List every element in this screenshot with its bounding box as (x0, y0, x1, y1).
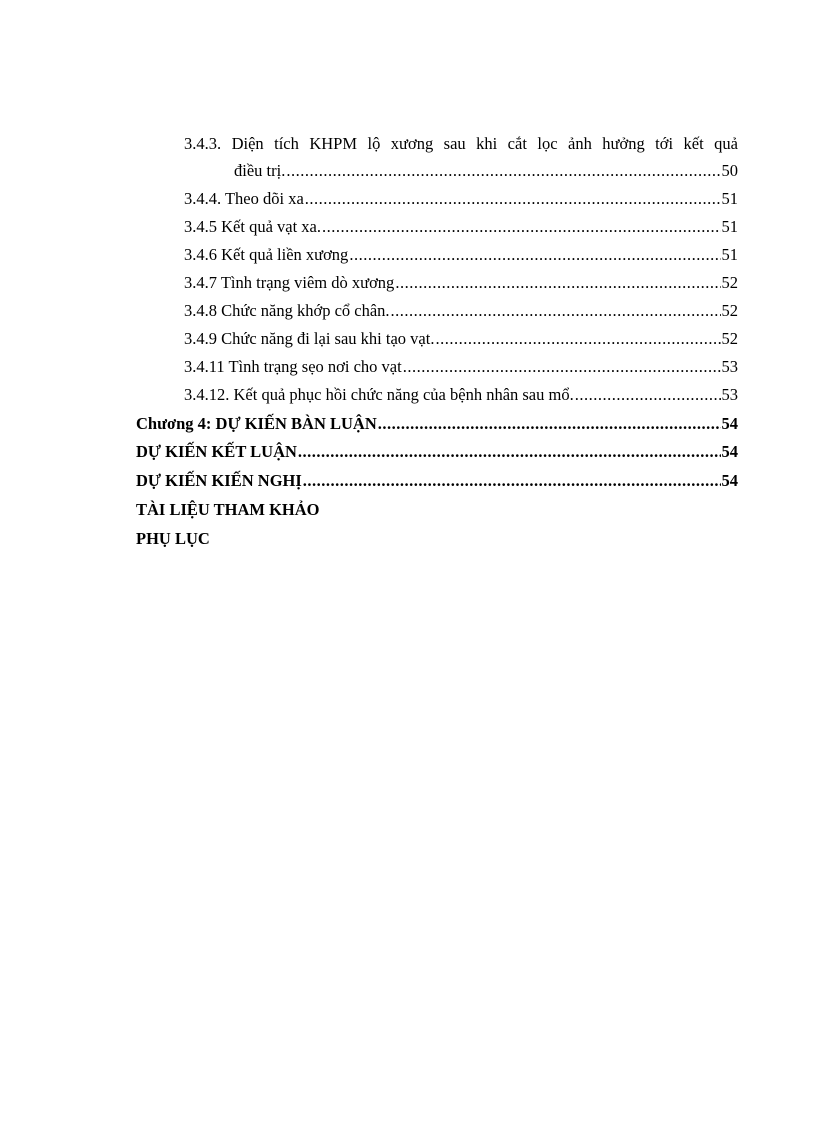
toc-entry-title: 3.4.12. Kết quả phục hồi chức năng của bệnh nhân sau mổ. (184, 385, 574, 404)
toc-recommendation[interactable] (136, 471, 738, 491)
toc-entry-title: 3.4.8 Chức năng khớp cổ chân. (184, 301, 390, 320)
toc-chapter-title: PHỤ LỤC (136, 529, 210, 548)
toc-page-number: 51 (721, 217, 738, 236)
toc-entry-3-4-8[interactable] (184, 301, 738, 321)
dot-leader (305, 189, 721, 209)
dot-leader (378, 414, 721, 434)
toc-entry-3-4-3[interactable] (184, 134, 738, 154)
toc-entry-title: 3.4.6 Kết quả liền xương (184, 245, 349, 264)
toc-chapter-title: DỰ KIẾN KIẾN NGHỊ (136, 471, 302, 490)
dot-leader (395, 273, 720, 293)
toc-entry-3-4-6[interactable] (184, 245, 738, 265)
toc-entry-3-4-12[interactable] (184, 385, 738, 405)
toc-entry-title: 3.4.7 Tình trạng viêm dò xương (184, 273, 395, 292)
toc-page-number: 52 (721, 301, 738, 320)
toc-conclusion[interactable] (136, 442, 738, 462)
toc-page-number: 53 (721, 385, 738, 404)
dot-leader (286, 161, 720, 181)
dot-leader (391, 301, 721, 321)
toc-appendix[interactable] (136, 529, 738, 549)
toc-page-number: 51 (721, 189, 738, 208)
toc-page-number: 50 (721, 161, 738, 180)
toc-entry-3-4-3-continued[interactable] (234, 161, 738, 181)
toc-entry-title: 3.4.5 Kết quả vạt xa. (184, 217, 322, 236)
toc-page-number: 54 (721, 471, 738, 490)
toc-page-number: 54 (721, 442, 738, 461)
dot-leader (322, 217, 720, 237)
toc-entry-3-4-7[interactable] (184, 273, 738, 293)
toc-entry-3-4-5[interactable] (184, 217, 738, 237)
toc-entry-3-4-11[interactable] (184, 357, 738, 377)
toc-entry-title: điều trị. (234, 161, 286, 180)
toc-entry-3-4-9[interactable] (184, 329, 738, 349)
dot-leader (435, 329, 720, 349)
dot-leader (298, 442, 721, 462)
toc-chapter-title: DỰ KIẾN KẾT LUẬN (136, 442, 297, 461)
dot-leader (303, 471, 721, 491)
toc-page-number: 52 (721, 273, 738, 292)
toc-entry-3-4-4[interactable] (184, 189, 738, 209)
toc-chapter-title: Chương 4: DỰ KIẾN BÀN LUẬN (136, 414, 377, 433)
toc-chapter-title: TÀI LIỆU THAM KHẢO (136, 500, 320, 519)
toc-page-number: 51 (721, 245, 738, 264)
dot-leader (349, 245, 720, 265)
toc-page-number: 53 (721, 357, 738, 376)
toc-entry-title: 3.4.3. Diện tích KHPM lộ xương sau khi cắt lọc ảnh hưởng tới kết quả (184, 134, 738, 153)
toc-chapter-4[interactable] (136, 414, 738, 434)
toc-page-number: 54 (721, 414, 738, 433)
toc-entry-title: 3.4.11 Tình trạng sẹo nơi cho vạt (184, 357, 402, 376)
toc-page-number: 52 (721, 329, 738, 348)
toc-entry-title: 3.4.4. Theo dõi xa (184, 189, 304, 208)
toc-entry-title: 3.4.9 Chức năng đi lại sau khi tạo vạt. (184, 329, 435, 348)
toc-references[interactable] (136, 500, 738, 520)
dot-leader (403, 357, 721, 377)
dot-leader (575, 385, 721, 405)
